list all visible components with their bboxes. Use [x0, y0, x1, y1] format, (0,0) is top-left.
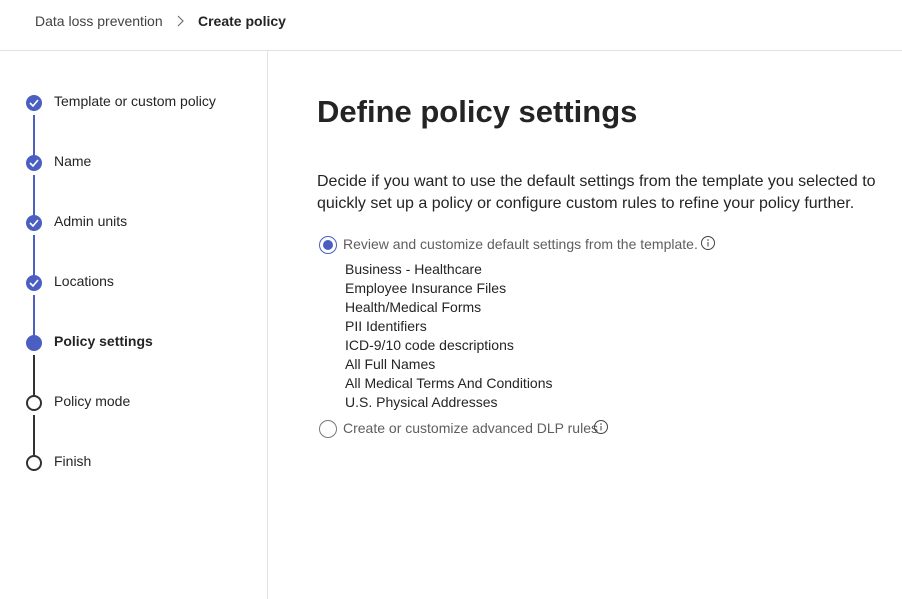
info-icon[interactable]: [700, 235, 716, 251]
page-title: Define policy settings: [317, 94, 638, 129]
header: [0, 0, 902, 51]
step-upcoming-circle-icon: [26, 455, 42, 471]
step-admin-units[interactable]: [0, 211, 268, 235]
list-item: Employee Insurance Files: [345, 280, 507, 296]
radio-button-unselected[interactable]: [319, 420, 337, 438]
sensitive-info-types-list: [345, 260, 553, 412]
breadcrumb-parent-link[interactable]: Data loss prevention: [35, 13, 163, 29]
step-completed-check-icon: [26, 155, 42, 171]
list-item: All Full Names: [345, 356, 436, 372]
list-item: ICD-9/10 code descriptions: [345, 337, 514, 353]
page-description: Decide if you want to use the default settings from the template you selected to quickly set up a policy or configure custom rules to refine your policy further.: [317, 173, 876, 212]
step-template-or-custom-policy[interactable]: [0, 91, 268, 115]
step-connector: [33, 175, 35, 215]
step-label: Finish: [54, 453, 92, 469]
list-item: Health/Medical Forms: [345, 299, 482, 315]
radio-button-selected[interactable]: [319, 236, 337, 254]
step-label: Policy settings: [54, 333, 153, 349]
chevron-right-icon: [175, 15, 185, 27]
step-label: Admin units: [54, 213, 128, 229]
option-advanced-dlp-rules[interactable]: [319, 419, 619, 439]
option-review-default-settings[interactable]: [319, 235, 719, 255]
step-locations[interactable]: [0, 271, 268, 295]
step-completed-check-icon: [26, 275, 42, 291]
option-label: Review and customize default settings from the template.: [343, 236, 698, 252]
step-label: Name: [54, 153, 92, 169]
step-label: Template or custom policy: [54, 93, 216, 109]
step-connector: [33, 415, 35, 455]
list-item: PII Identifiers: [345, 318, 427, 334]
info-icon[interactable]: [593, 419, 609, 435]
list-item: Business - Healthcare: [345, 261, 482, 277]
step-connector: [33, 115, 35, 155]
step-label: Policy mode: [54, 393, 131, 409]
breadcrumb-current: Create policy: [198, 13, 286, 29]
step-completed-check-icon: [26, 95, 42, 111]
step-upcoming-circle-icon: [26, 395, 42, 411]
main-content: [269, 51, 902, 599]
step-connector: [33, 355, 35, 395]
step-connector: [33, 235, 35, 275]
step-policy-mode[interactable]: [0, 391, 268, 415]
step-policy-settings[interactable]: [0, 331, 268, 355]
step-name[interactable]: [0, 151, 268, 175]
list-item: All Medical Terms And Conditions: [345, 375, 553, 391]
wizard-steps-nav: [0, 51, 268, 599]
step-current-dot-icon: [26, 335, 42, 351]
list-item: U.S. Physical Addresses: [345, 394, 498, 410]
step-label: Locations: [54, 273, 114, 289]
step-connector: [33, 295, 35, 335]
step-finish[interactable]: [0, 451, 268, 475]
option-label: Create or customize advanced DLP rules: [343, 420, 598, 436]
step-completed-check-icon: [26, 215, 42, 231]
